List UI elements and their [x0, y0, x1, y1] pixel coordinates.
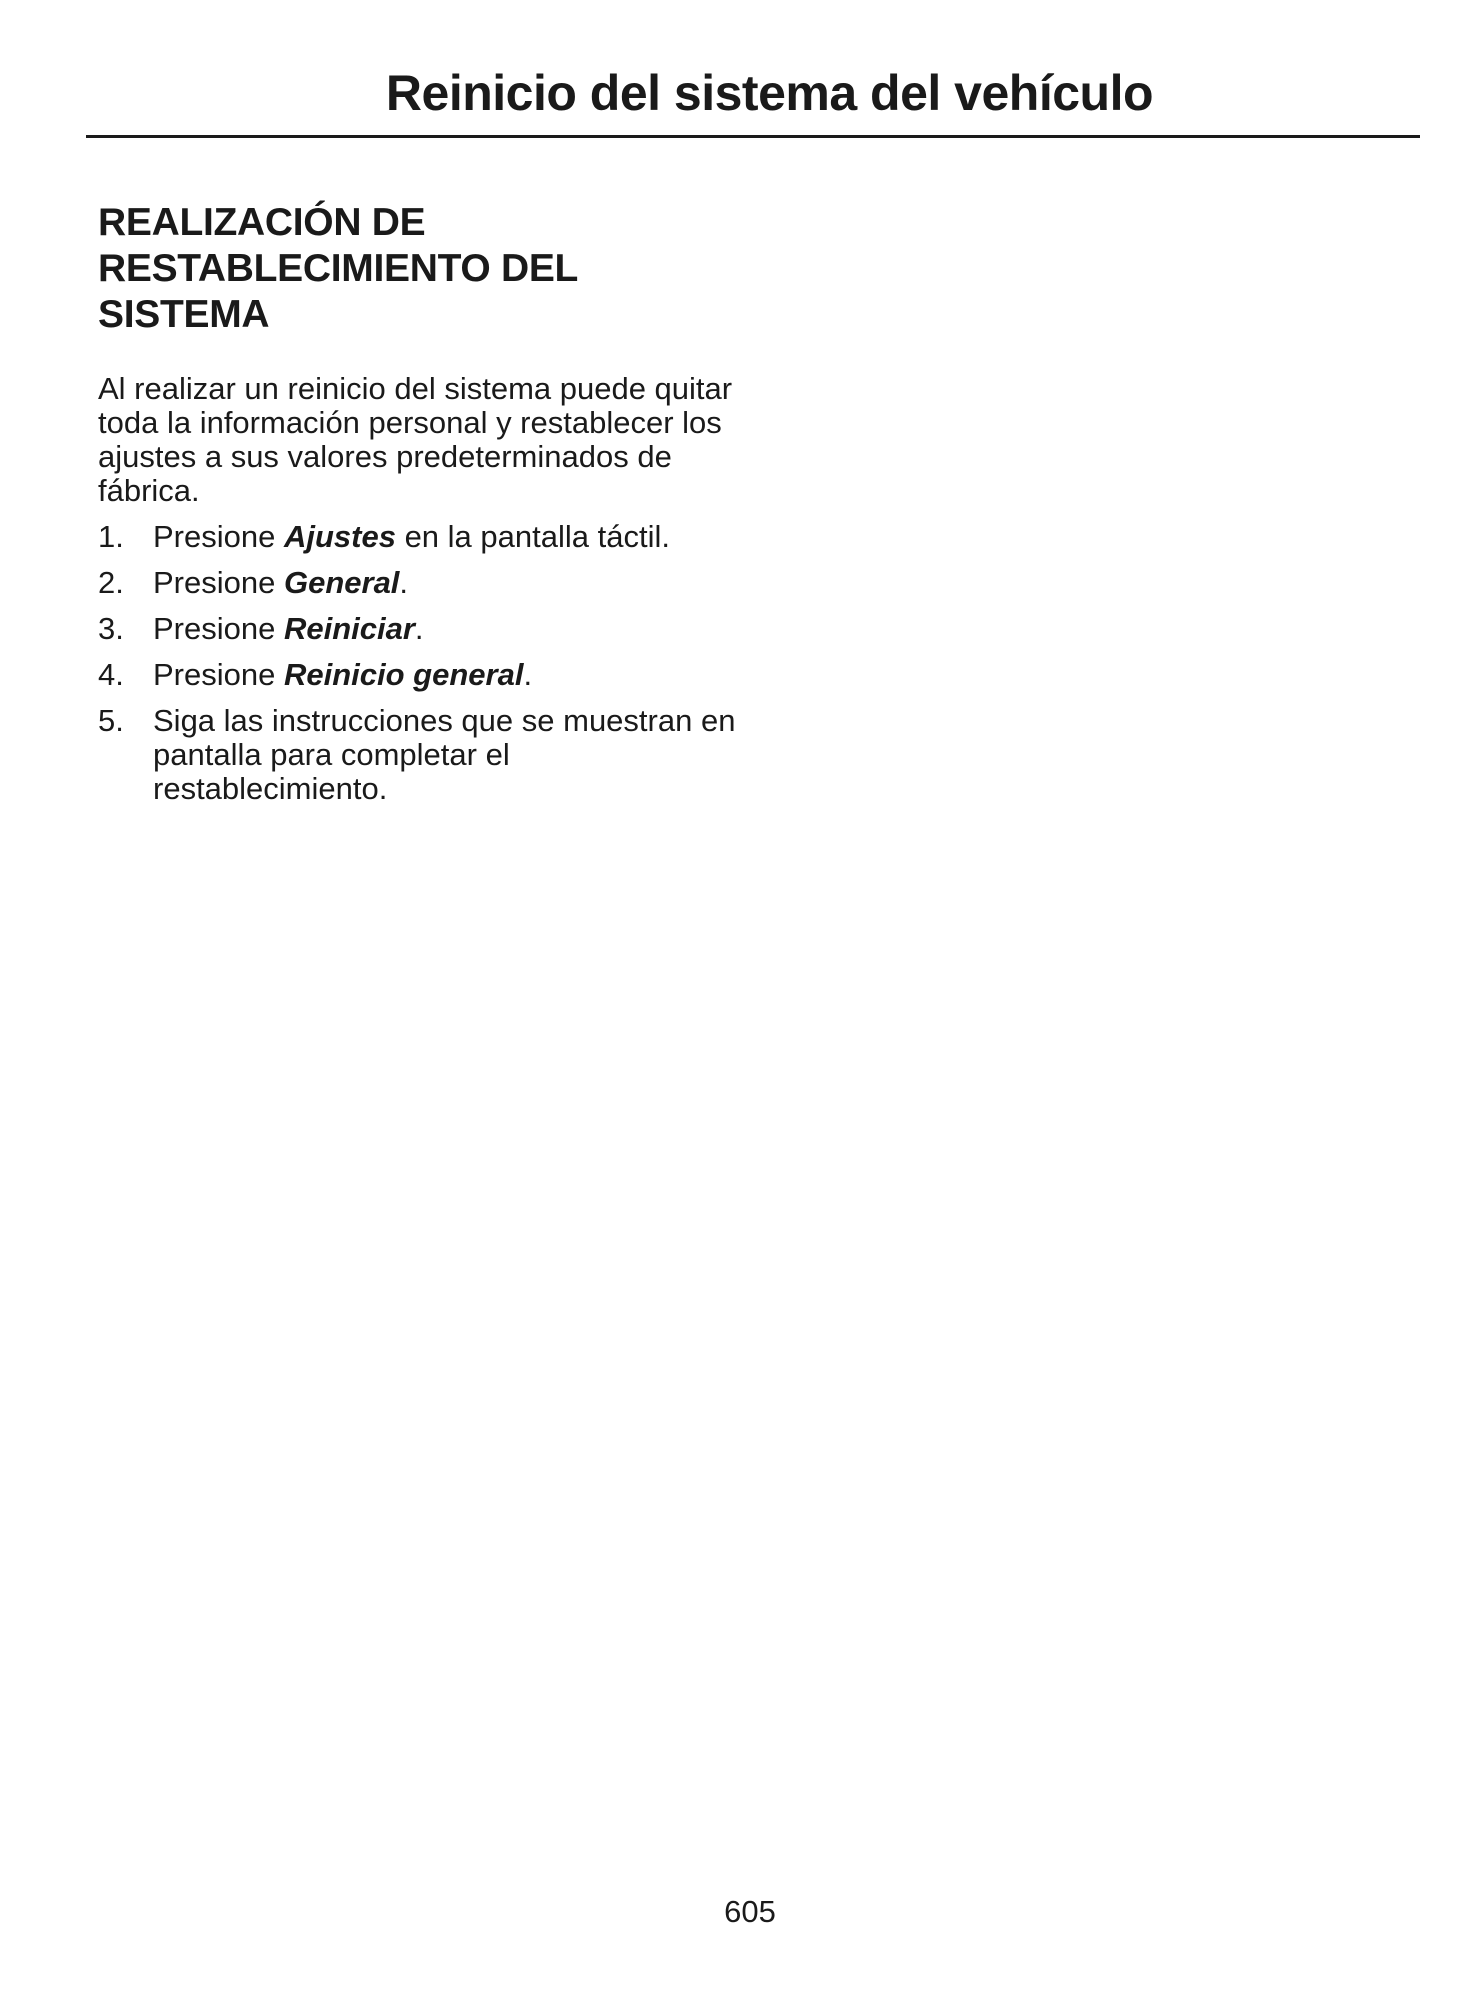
- step-text-after: en la pantalla táctil.: [395, 519, 670, 554]
- page-header: [86, 58, 1420, 138]
- step-item: [98, 566, 738, 600]
- page-title: Reinicio del sistema del vehículo: [385, 65, 1153, 121]
- step-text: [153, 520, 738, 554]
- step-text: [153, 658, 738, 692]
- step-text: [153, 612, 738, 646]
- step-item: [98, 612, 738, 646]
- step-number: 3.: [98, 611, 124, 646]
- step-text-before: Presione: [153, 611, 284, 646]
- intro-paragraph: Al realizar un reinicio del sistema puede quitar toda la información personal y restablecer los ajustes a sus valores predeterminados de fábrica.: [98, 371, 733, 508]
- reset-section: [98, 200, 738, 818]
- step-text-before: Presione: [153, 519, 284, 554]
- step-emphasis: Reiniciar: [283, 611, 415, 646]
- step-item: [98, 658, 738, 692]
- step-text-before: Siga las instrucciones que se muestran en pantalla para completar el restablecimiento.: [153, 703, 736, 806]
- step-text-after: .: [523, 657, 533, 692]
- step-emphasis: General: [283, 565, 400, 600]
- step-emphasis: Ajustes: [283, 519, 396, 554]
- section-heading-line: REALIZACIÓN DE: [98, 201, 426, 244]
- step-item: [98, 520, 738, 554]
- step-emphasis: Reinicio general: [283, 657, 524, 692]
- steps-list: [98, 520, 738, 806]
- step-text: [153, 704, 738, 806]
- section-heading: [98, 200, 738, 338]
- section-heading-line: SISTEMA: [98, 293, 270, 336]
- step-number: 2.: [98, 565, 124, 600]
- step-text-after: .: [399, 565, 409, 600]
- page-number: 605: [724, 1894, 776, 1929]
- section-heading-line: RESTABLECIMIENTO DEL: [98, 247, 579, 290]
- step-text-before: Presione: [153, 565, 284, 600]
- step-number: 5.: [98, 703, 124, 738]
- step-text-before: Presione: [153, 657, 284, 692]
- step-text: [153, 566, 738, 600]
- step-item: [98, 704, 738, 806]
- step-number: 4.: [98, 657, 124, 692]
- step-number: 1.: [98, 519, 124, 554]
- step-text-after: .: [414, 611, 424, 646]
